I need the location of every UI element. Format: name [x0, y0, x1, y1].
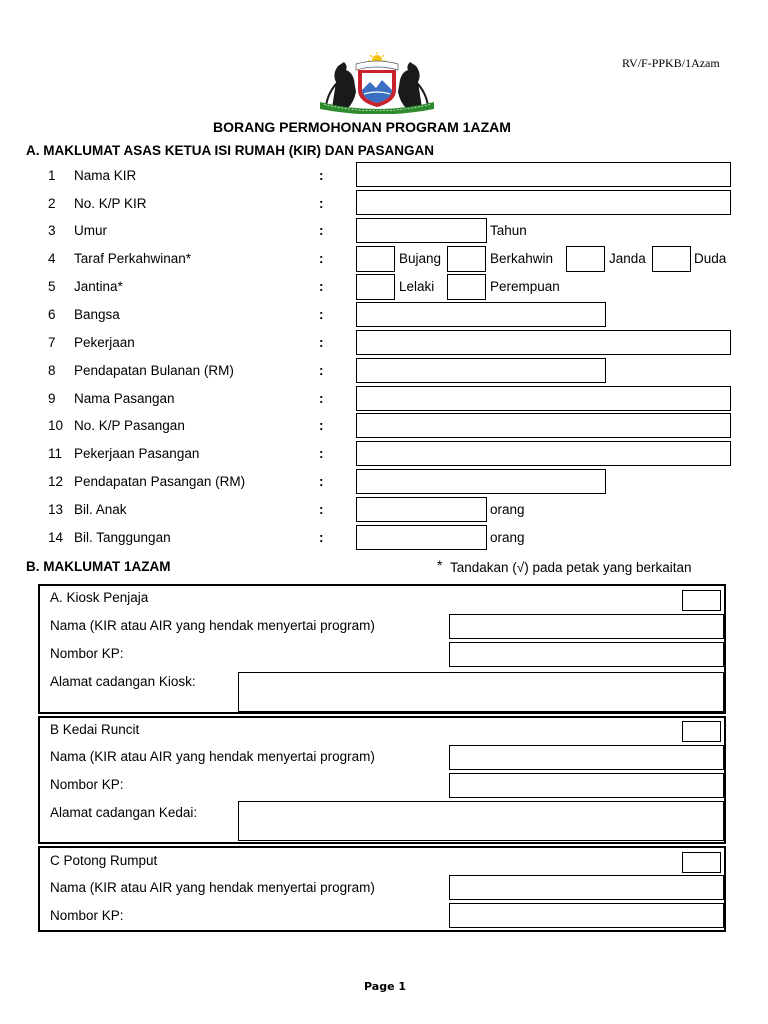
perempuan-checkbox[interactable] — [447, 274, 486, 300]
form-reference-code: RV/F-PPKB/1Azam — [622, 56, 720, 70]
address-label: Alamat cadangan Kedai: — [50, 805, 198, 820]
row-label: Bangsa — [74, 307, 120, 322]
section-b-heading: B. MAKLUMAT 1AZAM — [26, 559, 171, 574]
row-label: Umur — [74, 223, 107, 238]
bil-tanggungan-field[interactable] — [356, 525, 487, 550]
panel-potong-rumput — [38, 846, 726, 932]
row-number: 7 — [48, 335, 56, 350]
row-label: No. K/P KIR — [74, 196, 147, 211]
row-number: 9 — [48, 391, 56, 406]
row-number: 8 — [48, 363, 56, 378]
row-number: 1 — [48, 168, 56, 183]
row-label: Pekerjaan — [74, 335, 135, 350]
note-asterisk: * — [437, 557, 443, 573]
name-label: Nama (KIR atau AIR yang hendak menyertai program) — [50, 880, 375, 895]
bujang-checkbox[interactable] — [356, 246, 395, 272]
row-label: Pendapatan Bulanan (RM) — [74, 363, 234, 378]
potong-rumput-checkbox[interactable] — [682, 852, 721, 873]
row-colon: : — [319, 418, 324, 433]
row-number: 10 — [48, 418, 64, 433]
name-label: Nama (KIR atau AIR yang hendak menyertai program) — [50, 618, 375, 633]
kiosk-name-field[interactable] — [449, 614, 724, 639]
duda-label: Duda — [694, 251, 727, 266]
pekerjaan-pasangan-field[interactable] — [356, 441, 731, 466]
row-number: 2 — [48, 196, 56, 211]
row-number: 6 — [48, 307, 56, 322]
row-label: Nama Pasangan — [74, 391, 175, 406]
row-colon: : — [319, 474, 324, 489]
row-colon: : — [319, 251, 324, 266]
row-label: Pendapatan Pasangan (RM) — [74, 474, 246, 489]
row-number: 5 — [48, 279, 56, 294]
janda-checkbox[interactable] — [566, 246, 605, 272]
bil-anak-field[interactable] — [356, 497, 487, 522]
row-number: 3 — [48, 223, 56, 238]
panel-kedai-runcit — [38, 716, 726, 844]
bil-tanggungan-suffix: orang — [490, 530, 525, 545]
row-label: Pekerjaan Pasangan — [74, 446, 200, 461]
nama-pasangan-field[interactable] — [356, 386, 731, 411]
panel-title: B Kedai Runcit — [50, 722, 140, 737]
panel-title: A. Kiosk Penjaja — [50, 590, 149, 605]
berkahwin-label: Berkahwin — [490, 251, 554, 266]
potong-rumput-kp-field[interactable] — [449, 903, 724, 928]
row-number: 14 — [48, 530, 64, 545]
row-label: Nama KIR — [74, 168, 137, 183]
kiosk-kp-field[interactable] — [449, 642, 724, 667]
tick-instruction-note: Tandakan (√) pada petak yang berkaitan — [450, 560, 692, 575]
row-colon: : — [319, 335, 324, 350]
section-a-heading: A. MAKLUMAT ASAS KETUA ISI RUMAH (KIR) DAN PASANGAN — [26, 143, 434, 158]
row-colon: : — [319, 391, 324, 406]
row-label: Taraf Perkahwinan* — [74, 251, 192, 266]
potong-rumput-name-field[interactable] — [449, 875, 724, 900]
row-label: Bil. Tanggungan — [74, 530, 171, 545]
row-label: No. K/P Pasangan — [74, 418, 185, 433]
row-colon: : — [319, 530, 324, 545]
panel-kiosk-penjaja — [38, 584, 726, 714]
duda-checkbox[interactable] — [652, 246, 691, 272]
kiosk-address-field[interactable] — [238, 672, 724, 712]
row-number: 11 — [48, 446, 63, 461]
berkahwin-checkbox[interactable] — [447, 246, 486, 272]
perempuan-label: Perempuan — [490, 279, 560, 294]
bujang-label: Bujang — [399, 251, 442, 266]
lelaki-label: Lelaki — [399, 279, 435, 294]
panel-title: C Potong Rumput — [50, 853, 158, 868]
row-colon: : — [319, 502, 324, 517]
row-colon: : — [319, 279, 324, 294]
pendapatan-pasangan-field[interactable] — [356, 469, 606, 494]
kp-label: Nombor KP: — [50, 777, 124, 792]
row-colon: : — [319, 223, 324, 238]
kp-label: Nombor KP: — [50, 646, 124, 661]
umur-suffix: Tahun — [490, 223, 527, 238]
row-label: Bil. Anak — [74, 502, 127, 517]
row-number: 13 — [48, 502, 64, 517]
kedai-name-field[interactable] — [449, 745, 724, 770]
row-number: 12 — [48, 474, 64, 489]
row-bil-tanggungan — [0, 530, 768, 557]
page-number: Page 1 — [364, 980, 407, 993]
row-colon: : — [319, 446, 324, 461]
row-colon: : — [319, 168, 324, 183]
pendapatan-bulanan-field[interactable] — [356, 358, 606, 383]
kp-pasangan-field[interactable] — [356, 413, 731, 438]
kedai-runcit-checkbox[interactable] — [682, 721, 721, 742]
name-label: Nama (KIR atau AIR yang hendak menyertai program) — [50, 749, 375, 764]
row-colon: : — [319, 196, 324, 211]
row-label: Jantina* — [74, 279, 123, 294]
form-title: BORANG PERMOHONAN PROGRAM 1AZAM — [213, 119, 511, 135]
row-colon: : — [319, 363, 324, 378]
janda-label: Janda — [609, 251, 646, 266]
kedai-address-field[interactable] — [238, 801, 724, 841]
kedai-kp-field[interactable] — [449, 773, 724, 798]
pekerjaan-field[interactable] — [356, 330, 731, 355]
row-colon: : — [319, 307, 324, 322]
lelaki-checkbox[interactable] — [356, 274, 395, 300]
kiosk-penjaja-checkbox[interactable] — [682, 590, 721, 611]
nama-kir-field[interactable] — [356, 162, 731, 187]
bangsa-field[interactable] — [356, 302, 606, 327]
row-number: 4 — [48, 251, 56, 266]
kp-label: Nombor KP: — [50, 908, 124, 923]
umur-field[interactable] — [356, 218, 487, 243]
state-crest-icon — [318, 52, 436, 114]
kp-kir-field[interactable] — [356, 190, 731, 215]
bil-anak-suffix: orang — [490, 502, 525, 517]
address-label: Alamat cadangan Kiosk: — [50, 674, 196, 689]
